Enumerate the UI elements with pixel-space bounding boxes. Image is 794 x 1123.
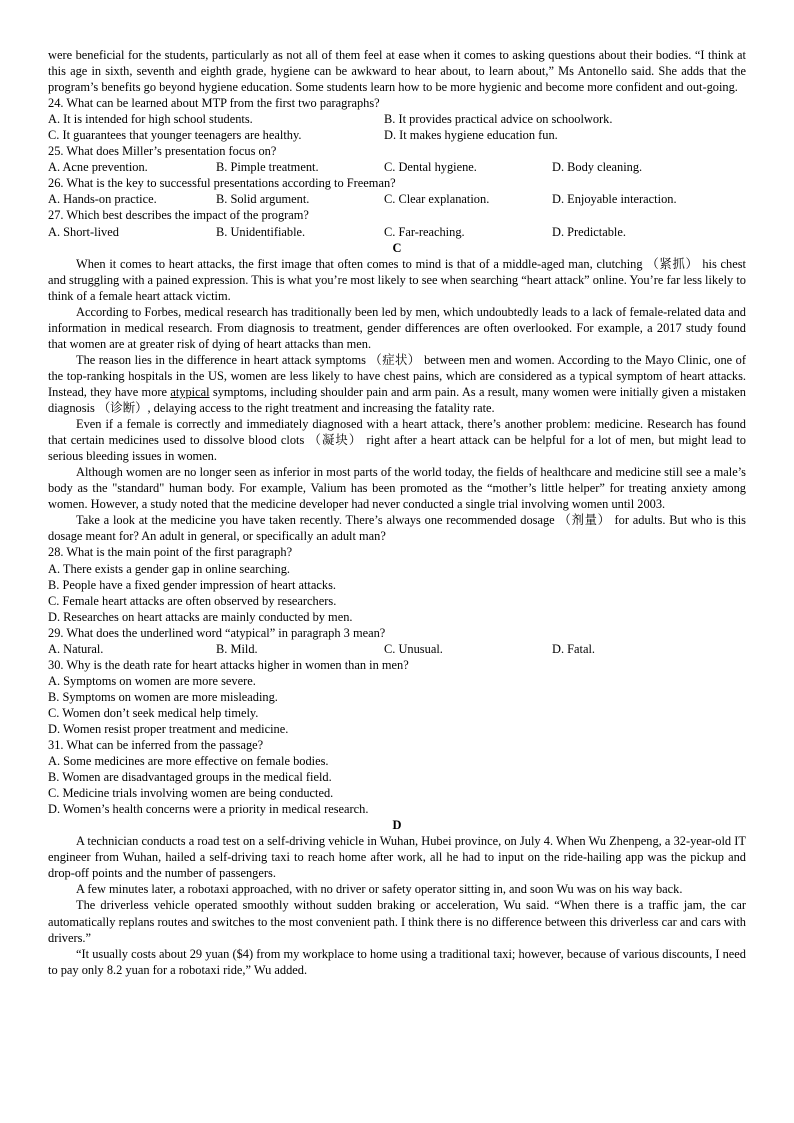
option-28-c[interactable]: C. Female heart attacks are often observed by researchers. bbox=[48, 593, 337, 608]
question-29-stem: 29. What does the underlined word “atypical” in paragraph 3 mean? bbox=[48, 625, 386, 640]
section-heading-d: D bbox=[392, 818, 402, 833]
option-29-d[interactable]: D. Fatal. bbox=[552, 641, 596, 656]
paragraph-3-text-b: symptoms, including shoulder pain and arm pain. As a result, many women were initially given a mistaken diagnosis （诊断）, delaying access to the right treatment and increasing the fatality rate. bbox=[48, 384, 747, 416]
question-27-stem: 27. Which best describes the impact of the program? bbox=[48, 208, 309, 223]
passage-c-paragraph-3 bbox=[48, 352, 746, 416]
option-31-a[interactable]: A. Some medicines are more effective on female bodies. bbox=[48, 754, 329, 769]
option-29-b[interactable]: B. Mild. bbox=[216, 641, 258, 656]
option-26-b[interactable]: B. Solid argument. bbox=[216, 192, 310, 207]
option-25-a[interactable]: A. Acne prevention. bbox=[48, 160, 148, 175]
question-25-options bbox=[48, 159, 746, 175]
question-28-stem: 28. What is the main point of the first paragraph? bbox=[48, 545, 293, 560]
passage-c-paragraph-1: When it comes to heart attacks, the first image that often comes to mind is that of a middle-aged man, clutching （紧抓） his chest and struggling with a pained expression. This is what you’re most likely to see when searching “heart attack” online. You’re far less likely to think of a female heart attack victim. bbox=[48, 256, 746, 303]
option-31-c[interactable]: C. Medicine trials involving women are being conducted. bbox=[48, 786, 334, 801]
option-26-d[interactable]: D. Enjoyable interaction. bbox=[552, 192, 677, 207]
passage-b-paragraph: were beneficial for the students, particularly as not all of them feel at ease when it comes to asking questions about their bodies. “I think at this age in sixth, seventh and eighth grade, hygiene can be awkward to hear about, to learn about,” Ms Antonello said. She adds that the program’s benefits go beyond hygiene education. Some students learn how to be more hygienic and become more confident and out-going. bbox=[48, 48, 746, 95]
option-26-c[interactable]: C. Clear explanation. bbox=[384, 192, 490, 207]
option-30-c[interactable]: C. Women don’t seek medical help timely. bbox=[48, 705, 259, 720]
option-25-d[interactable]: D. Body cleaning. bbox=[552, 160, 643, 175]
option-28-b[interactable]: B. People have a fixed gender impression of heart attacks. bbox=[48, 577, 336, 592]
question-27-options bbox=[48, 224, 746, 240]
option-25-b[interactable]: B. Pimple treatment. bbox=[216, 160, 319, 175]
question-26-options bbox=[48, 191, 746, 207]
option-24-d[interactable]: D. It makes hygiene education fun. bbox=[384, 128, 558, 143]
option-30-a[interactable]: A. Symptoms on women are more severe. bbox=[48, 673, 256, 688]
exam-page bbox=[48, 47, 746, 978]
passage-d-paragraph-4: “It usually costs about 29 yuan ($4) from my workplace to home using a traditional taxi; however, because of various discounts, I need to pay only 8.2 yuan for a robotaxi ride,” Wu added. bbox=[48, 946, 746, 977]
passage-c-paragraph-6: Take a look at the medicine you have taken recently. There’s always one recommended dosage （剂量） for adults. But who is this dosage meant for? An adult in general, or specifically an adult man? bbox=[48, 513, 746, 544]
question-24-stem: 24. What can be learned about MTP from the first two paragraphs? bbox=[48, 96, 380, 111]
question-26-stem: 26. What is the key to successful presentations according to Freeman? bbox=[48, 176, 396, 191]
question-30-stem: 30. Why is the death rate for heart attacks higher in women than in men? bbox=[48, 657, 409, 672]
passage-c-paragraph-2: According to Forbes, medical research has traditionally been led by men, which undoubtedly leads to a lack of female-related data and information in medical research. From diagnosis to treatment, gender differences are often overlooked. For example, a 2017 study found that women are at greater risk of dying of heart attacks than men. bbox=[48, 304, 746, 351]
passage-d-paragraph-2: A few minutes later, a robotaxi approached, with no driver or safety operator sitting in, and soon Wu was on his way back. bbox=[76, 882, 683, 897]
option-24-a[interactable]: A. It is intended for high school students. bbox=[48, 112, 253, 127]
option-29-a[interactable]: A. Natural. bbox=[48, 641, 104, 656]
paragraph-3-text-a: The reason lies in the difference in heart attack symptoms （症状） between men and women. According to the Mayo Clinic, one of the top-ranking hospitals in the US, women are less likely to have chest pains, which are considered as a typical symptom of heart attacks. Instead, they have more bbox=[48, 352, 746, 399]
option-27-b[interactable]: B. Unidentifiable. bbox=[216, 224, 306, 239]
question-29-options bbox=[48, 641, 746, 657]
option-31-b[interactable]: B. Women are disadvantaged groups in the medical field. bbox=[48, 770, 332, 785]
option-24-c[interactable]: C. It guarantees that younger teenagers are healthy. bbox=[48, 128, 302, 143]
question-31-stem: 31. What can be inferred from the passage? bbox=[48, 738, 264, 753]
option-27-c[interactable]: C. Far-reaching. bbox=[384, 224, 465, 239]
question-24-options-2 bbox=[48, 127, 746, 143]
question-24-options bbox=[48, 111, 746, 127]
option-26-a[interactable]: A. Hands-on practice. bbox=[48, 192, 157, 207]
option-29-c[interactable]: C. Unusual. bbox=[384, 641, 443, 656]
option-25-c[interactable]: C. Dental hygiene. bbox=[384, 160, 477, 175]
option-28-a[interactable]: A. There exists a gender gap in online searching. bbox=[48, 561, 290, 576]
passage-d-paragraph-1: A technician conducts a road test on a self-driving vehicle in Wuhan, Hubei province, on July 4. When Wu Zhenpeng, a 32-year-old IT engineer from Wuhan, hailed a self-driving taxi to reach home after work, all he had to input on the ride-hailing app was the pickup and drop-off points and the number of passengers. bbox=[48, 834, 746, 881]
option-30-d[interactable]: D. Women resist proper treatment and medicine. bbox=[48, 721, 289, 736]
option-30-b[interactable]: B. Symptoms on women are more misleading. bbox=[48, 689, 278, 704]
passage-c-paragraph-5: Although women are no longer seen as inferior in most parts of the world today, the fields of healthcare and medicine still see a male’s body as the "standard" human body. For example, Valium has been promoted as the “mother’s little helper” for treating anxiety among women. However, a study noted that the medicine developer had never conducted a single trial involving women until 2003. bbox=[48, 465, 746, 512]
underlined-word-atypical: atypical bbox=[170, 384, 210, 399]
passage-d-paragraph-3: The driverless vehicle operated smoothly without sudden braking or acceleration, Wu said. “When there is a traffic jam, the car automatically replans routes and switches to the most convenient path. I think there is no difference between this driverless car and cars with drivers.” bbox=[48, 898, 746, 945]
question-25-stem: 25. What does Miller’s presentation focus on? bbox=[48, 144, 277, 159]
option-28-d[interactable]: D. Researches on heart attacks are mainly conducted by men. bbox=[48, 609, 353, 624]
passage-c-paragraph-4: Even if a female is correctly and immediately diagnosed with a heart attack, there’s another problem: medicine. Research has found that certain medicines used to dissolve blood clots （凝块） right after a heart attack can be helpful for a lot of men, but might lead to serious bleeding issues in women. bbox=[48, 417, 746, 464]
option-31-d[interactable]: D. Women’s health concerns were a priority in medical research. bbox=[48, 802, 369, 817]
option-24-b[interactable]: B. It provides practical advice on schoolwork. bbox=[384, 112, 613, 127]
option-27-a[interactable]: A. Short-lived bbox=[48, 224, 119, 239]
option-27-d[interactable]: D. Predictable. bbox=[552, 224, 626, 239]
section-heading-c: C bbox=[392, 240, 402, 255]
